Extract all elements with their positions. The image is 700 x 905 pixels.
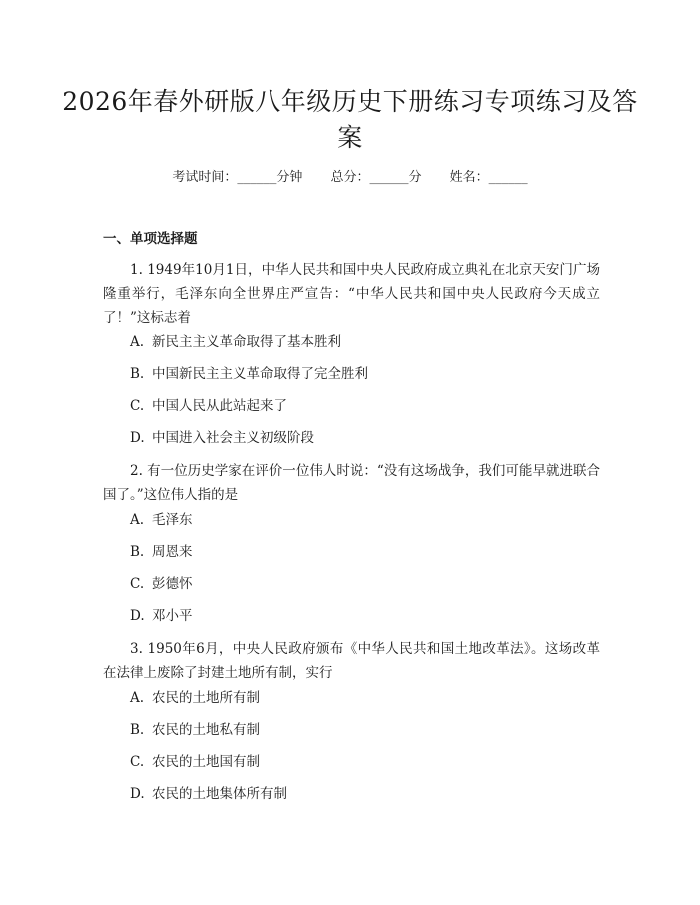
option-text: 中国人民从此站起来了 <box>152 398 287 414</box>
student-name-field: 姓名：______ <box>449 170 528 185</box>
question-2-stem: 2. 有一位历史学家在评价一位伟人时说：“没有这场战争，我们可能早就进联合国了。”这位伟人指的是 <box>103 463 600 503</box>
question-2-option-a[interactable] <box>130 510 193 530</box>
option-letter: A. <box>130 512 145 528</box>
option-letter: B. <box>130 722 145 738</box>
option-text: 周恩来 <box>152 544 193 560</box>
total-score-field: 总分：______分 <box>330 170 422 185</box>
question-2-option-b[interactable] <box>130 542 193 562</box>
exam-time-field: 考试时间：______分钟 <box>172 170 303 185</box>
option-letter: A. <box>130 334 145 350</box>
option-letter: D. <box>130 786 145 802</box>
option-text: 农民的土地国有制 <box>152 754 260 770</box>
question-1-option-b[interactable] <box>130 364 368 384</box>
option-text: 彭德怀 <box>152 576 193 592</box>
option-letter: B. <box>130 366 145 382</box>
document-title: 2026年春外研版八年级历史下册练习专项练习及答案 <box>62 87 638 152</box>
question-1-option-c[interactable] <box>130 396 287 416</box>
option-text: 中国进入社会主义初级阶段 <box>152 430 314 446</box>
question-3-option-c[interactable] <box>130 752 260 772</box>
option-text: 中国新民主主义革命取得了完全胜利 <box>152 366 368 382</box>
option-letter: C. <box>130 576 145 592</box>
question-1-option-a[interactable] <box>130 332 341 352</box>
option-letter: C. <box>130 754 145 770</box>
question-3-stem: 3. 1950年6月，中央人民政府颁布《中华人民共和国土地改革法》。这场改革在法律上废除了封建土地所有制，实行 <box>103 641 600 681</box>
option-letter: D. <box>130 608 145 624</box>
question-1-stem: 1. 1949年10月1日，中华人民共和国中央人民政府成立典礼在北京天安门广场隆重举行，毛泽东向全世界庄严宣告：“中华人民共和国中央人民政府今天成立了！”这标志着 <box>103 262 600 326</box>
option-letter: D. <box>130 430 145 446</box>
option-text: 农民的土地私有制 <box>152 722 260 738</box>
option-text: 新民主主义革命取得了基本胜利 <box>152 334 341 350</box>
option-text: 农民的土地集体所有制 <box>152 786 287 802</box>
option-text: 邓小平 <box>152 608 193 624</box>
question-2-option-d[interactable] <box>130 606 193 626</box>
section-heading: 一、单项选择题 <box>103 231 198 247</box>
option-text: 农民的土地所有制 <box>152 690 260 706</box>
option-letter: A. <box>130 690 145 706</box>
question-2-option-c[interactable] <box>130 574 193 594</box>
question-3-option-d[interactable] <box>130 784 287 804</box>
question-3-option-b[interactable] <box>130 720 260 740</box>
exam-meta <box>0 168 700 188</box>
option-text: 毛泽东 <box>152 512 193 528</box>
option-letter: C. <box>130 398 145 414</box>
question-1-option-d[interactable] <box>130 428 314 448</box>
question-3-option-a[interactable] <box>130 688 260 708</box>
option-letter: B. <box>130 544 145 560</box>
